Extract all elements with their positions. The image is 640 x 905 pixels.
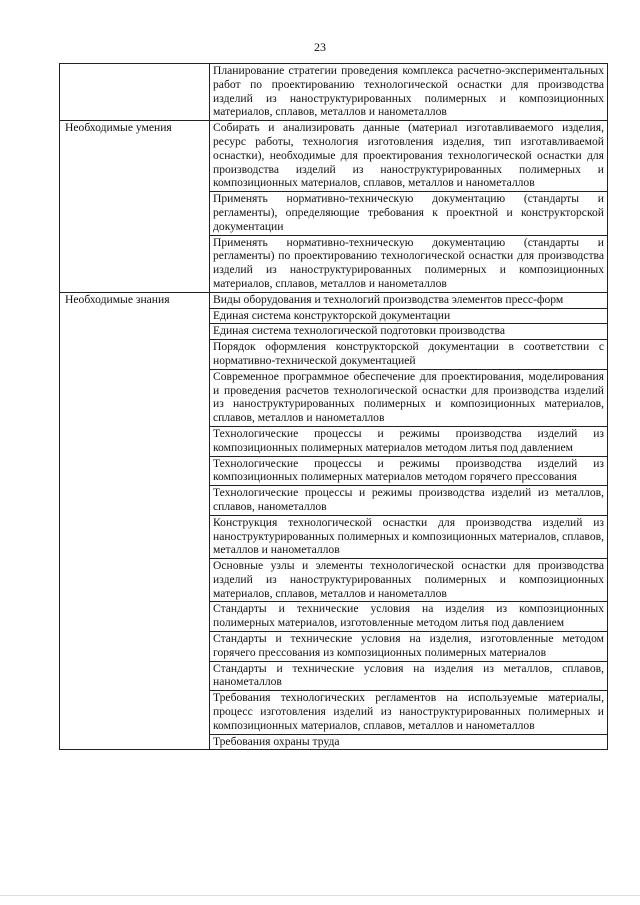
knowledge-item: Требования охраны труда <box>210 734 608 750</box>
knowledge-item: Технологические процессы и режимы производства изделий из металлов, сплавов, нанометаллов <box>210 486 608 516</box>
competency-table <box>59 63 608 750</box>
knowledge-item: Порядок оформления конструкторской документации в соответствии с нормативно-технической документацией <box>210 340 608 370</box>
knowledge-item: Основные узлы и элементы технологической оснастки для производства изделий из наноструктурированных полимерных и композиционных материалов, сплавов, металлов и нанометаллов <box>210 559 608 602</box>
page-number: 23 <box>314 40 326 54</box>
page-edge-divider <box>0 895 640 896</box>
knowledge-item: Стандарты и технические условия на изделия из металлов, сплавов, нанометаллов <box>210 661 608 691</box>
table-row <box>60 64 608 121</box>
labor-action-cell: Планирование стратегии проведения комплекса расчетно-экспериментальных работ по проектированию технологической оснастки для производства изделий из наноструктурированных полимерных и композиционных материалов, сплавов, металлов и нанометаллов <box>210 64 608 121</box>
table-row <box>60 121 608 192</box>
knowledge-label: Необходимые знания <box>60 292 210 750</box>
skill-item: Собирать и анализировать данные (материал изготавливаемого изделия, ресурс работы, технология изготовления изделия, тип изготавливаемой оснастки), необходимые для проектирования технологической оснастки для производства изделий из наноструктурированных полимерных и композиционных материалов, сплавов, металлов и нанометаллов <box>210 121 608 192</box>
knowledge-item: Современное программное обеспечение для проектирования, моделирования и проведения расчетов технологической оснастки для производства изделий из наноструктурированных полимерных и композиционных материалов, сплавов, металлов и нанометаллов <box>210 369 608 426</box>
knowledge-item: Требования технологических регламентов на используемые материалы, процесс изготовления изделий из наноструктурированных полимерных и композиционных материалов, сплавов, металлов и нанометаллов <box>210 691 608 734</box>
knowledge-item: Технологические процессы и режимы производства изделий из композиционных полимерных материалов методом горячего прессования <box>210 456 608 486</box>
knowledge-item: Единая система технологической подготовки производства <box>210 324 608 340</box>
knowledge-item: Технологические процессы и режимы производства изделий из композиционных полимерных материалов методом литья под давлением <box>210 426 608 456</box>
table-row <box>60 292 608 308</box>
skill-item: Применять нормативно-техническую документацию (стандарты и регламенты) по проектированию технологической оснастки для производства изделий из наноструктурированных полимерных и композиционных материалов, сплавов, металлов и нанометаллов <box>210 235 608 292</box>
knowledge-item: Единая система конструкторской документации <box>210 308 608 324</box>
knowledge-item: Стандарты и технические условия на изделия, изготовленные методом горячего прессования из композиционных полимерных материалов <box>210 632 608 662</box>
knowledge-item: Виды оборудования и технологий производства элементов пресс-форм <box>210 292 608 308</box>
label-cell <box>60 64 210 121</box>
knowledge-item: Конструкция технологической оснастки для производства изделий из наноструктурированных полимерных и композиционных материалов, сплавов, металлов и нанометаллов <box>210 515 608 558</box>
skills-label: Необходимые умения <box>60 121 210 293</box>
skill-item: Применять нормативно-техническую документацию (стандарты и регламенты), определяющие требования к проектной и конструкторской документации <box>210 192 608 235</box>
knowledge-item: Стандарты и технические условия на изделия из композиционных полимерных материалов, изготовленные методом литья под давлением <box>210 602 608 632</box>
